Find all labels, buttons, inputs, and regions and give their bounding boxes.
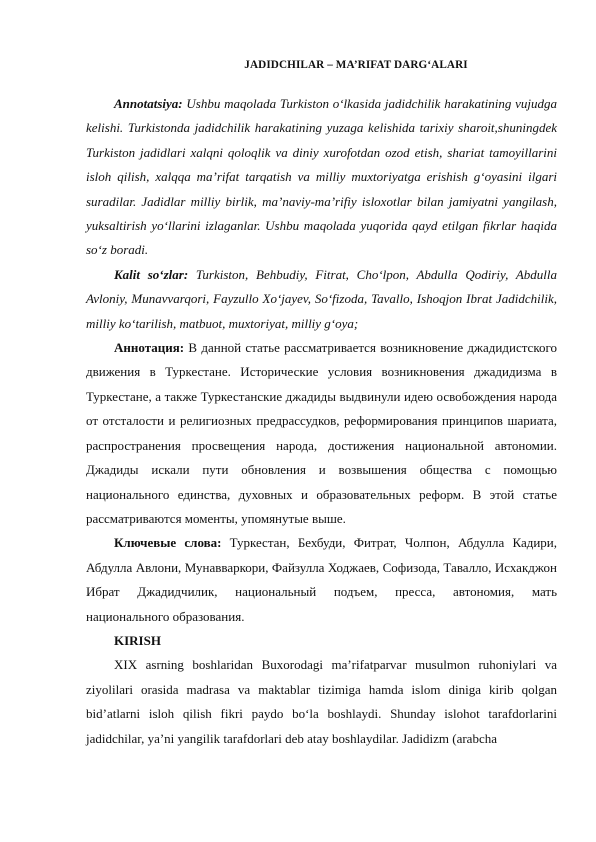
keywords-uz-label: Kalit so‘zlar:	[114, 266, 189, 282]
annotation-uz-label: Annotatsiya:	[114, 96, 183, 111]
section-heading: KIRISH	[114, 632, 161, 648]
keywords-uz-text: Turkiston, Behbudiy, Fitrat, Cho‘lpon, Abdulla Qodiriy, Abdulla Avloniy, Munavvarqori, Fayzullo Xo‘jayev, So‘fizoda, Tavallo, Ishoqjon Ibrat Jadidchilik, milliy ko‘tarilish, matbuot, muxtoriyat, milliy g‘oya;	[86, 266, 557, 331]
article-title: JADIDCHILAR – MA’RIFAT DARG‘ALARI	[244, 59, 468, 71]
article-body	[86, 92, 557, 751]
annotation-uz-text: Ushbu maqolada Turkiston o‘lkasida jadidchilik harakatining vujudga kelishi. Turkistonda jadidchilik harakatining yuzaga kelishida tarixiy sharoit,shuningdek Turkiston jadidlari xalqni qoloqlik va diniy xurofotdan ozod etish, shariat tamoyillarini isloh qilish, xalqqa ma’rifat tarqatish va milliy muxtoriyatga erishish g‘oyasini ilgari suradilar. Jadidlar milliy birlik, ma’naviy-ma’rifiy isloxotlar bilan jamiyatni yangilash, yuksaltirish yo‘llarini izlaganlar. Ushbu maqolada yuqorida qayd etilgan fikrlar haqida so‘z boradi.	[86, 96, 557, 258]
keywords-ru	[86, 531, 557, 629]
intro-paragraph: XIX asrning boshlaridan Buxorodagi ma’rifatparvar musulmon ruhoniylari va ziyolilari orasida madrasa va maktablar tizimiga hamda islom diniga kirib qolgan bid’atlarni isloh qilish fikri paydo bo‘la boshlaydi. Shunday islohot tarafdorlarini jadidchilar, ya’ni yangilik tarafdorlari deb atay boshlaydilar. Jadidizm (arabcha	[86, 657, 557, 746]
keywords-uz	[86, 263, 557, 336]
keywords-ru-label: Ключевые слова:	[114, 535, 222, 551]
keywords-ru-text: Туркестан, Бехбуди, Фитрат, Чолпон, Абдулла Кадири, Абдулла Авлони, Мунавваркори, Файзулла Ходжаев, Софизода, Тавалло, Исхакджон Ибрат Джадидчилик, национальный подъем, пресса, автономия, мать национального образования.	[86, 535, 557, 624]
annotation-ru	[86, 336, 557, 531]
annotation-ru-label: Аннотация:	[114, 340, 185, 356]
annotation-ru-text: В данной статье рассматривается возникновение джадидистского движения в Туркестане. Исторические условия возникновения джадидизма в Туркестане, а также Туркестанские джадиды выдвинули идею освобождения народа от отсталости и религиозных предрассудков, реформирования принципов шариата, распространения просвещения народа, достижения национальной автономии. Джадиды искали пути обновления и возвышения общества с помощью национального единства, духовных и образовательных реформ. В этой статье рассматриваются моменты, упомянутые выше.	[86, 340, 557, 526]
annotation-uz	[86, 92, 557, 263]
